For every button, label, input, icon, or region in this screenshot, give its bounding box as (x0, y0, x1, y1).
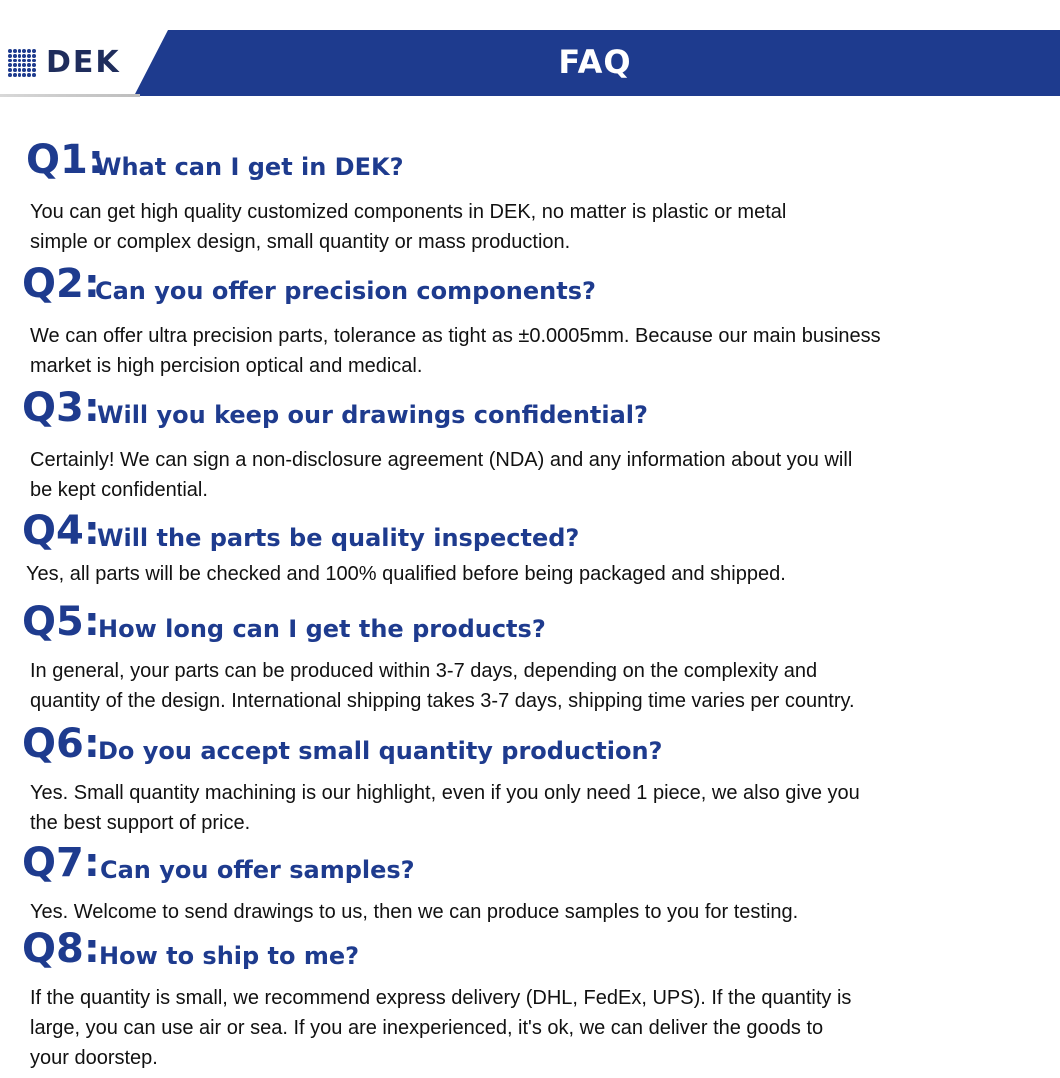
question-number: Q7: (22, 840, 100, 886)
answer-line: If the quantity is small, we recommend express delivery (DHL, FedEx, UPS). If the quantity is (30, 987, 852, 1009)
question-line (0, 925, 1060, 973)
question-line (0, 136, 1060, 184)
answer-line: large, you can use air or sea. If you are inexperienced, it's ok, we can deliver the goods to (30, 1017, 824, 1039)
question-line (0, 720, 1060, 768)
answer-text (30, 897, 990, 927)
dek-logo[interactable] (8, 47, 121, 79)
answer-line: Yes. Small quantity machining is our highlight, even if you only need 1 piece, we also give you (30, 782, 860, 804)
header-divider (0, 94, 140, 97)
answer-text (30, 778, 990, 838)
faq-item-q5 (0, 598, 1060, 712)
faq-item-q1 (0, 136, 1060, 253)
question-line (0, 839, 1060, 887)
faq-item-q7 (0, 839, 1060, 923)
answer-text (30, 445, 990, 505)
question-number: Q4: (22, 508, 100, 554)
faq-item-q4 (0, 507, 1060, 585)
page-header (0, 30, 1060, 96)
faq-item-q8 (0, 925, 1060, 1069)
question-number: Q6: (22, 721, 100, 767)
question-number: Q3: (22, 385, 100, 431)
answer-line: You can get high quality customized components in DEK, no matter is plastic or metal (30, 201, 787, 223)
question-number: Q5: (22, 599, 100, 645)
answer-line: your doorstep. (30, 1047, 158, 1069)
answer-text (30, 197, 990, 257)
faq-item-q2 (0, 260, 1060, 377)
question-text: How long can I get the products? (98, 615, 546, 643)
answer-line: the best support of price. (30, 812, 251, 834)
question-number: Q1: (26, 137, 104, 183)
answer-line: quantity of the design. International shipping takes 3-7 days, shipping time varies per country. (30, 690, 855, 712)
question-line (0, 598, 1060, 646)
question-text: What can I get in DEK? (95, 153, 404, 181)
answer-text (26, 559, 986, 589)
answer-line: Yes. Welcome to send drawings to us, then we can produce samples to you for testing. (30, 901, 799, 923)
answer-line: In general, your parts can be produced within 3-7 days, depending on the complexity and (30, 660, 818, 682)
question-text: Do you accept small quantity production? (98, 737, 663, 765)
question-number: Q8: (22, 926, 100, 972)
question-line (0, 384, 1060, 432)
answer-text (30, 656, 990, 716)
dot-grid-icon (8, 49, 36, 77)
question-text: Can you offer precision components? (95, 277, 596, 305)
question-text: Will you keep our drawings confidential? (97, 401, 648, 429)
faq-item-q6 (0, 720, 1060, 834)
question-text: How to ship to me? (99, 942, 360, 970)
header-band (0, 30, 1060, 96)
answer-line: be kept confidential. (30, 479, 208, 501)
answer-line: Yes, all parts will be checked and 100% qualified before being packaged and shipped. (26, 563, 786, 585)
question-line (0, 507, 1060, 555)
question-text: Can you offer samples? (100, 856, 415, 884)
page-title: FAQ (558, 43, 632, 81)
answer-text (30, 321, 990, 381)
question-number: Q2: (22, 261, 100, 307)
answer-line: Certainly! We can sign a non-disclosure agreement (NDA) and any information about you will (30, 449, 853, 471)
answer-text (30, 983, 990, 1073)
faq-item-q3 (0, 384, 1060, 501)
question-text: Will the parts be quality inspected? (97, 524, 580, 552)
answer-line: market is high percision optical and medical. (30, 355, 423, 377)
answer-line: We can offer ultra precision parts, tolerance as tight as ±0.0005mm. Because our main business (30, 325, 881, 347)
answer-line: simple or complex design, small quantity or mass production. (30, 231, 571, 253)
question-line (0, 260, 1060, 308)
logo-text: DEK (46, 45, 121, 80)
